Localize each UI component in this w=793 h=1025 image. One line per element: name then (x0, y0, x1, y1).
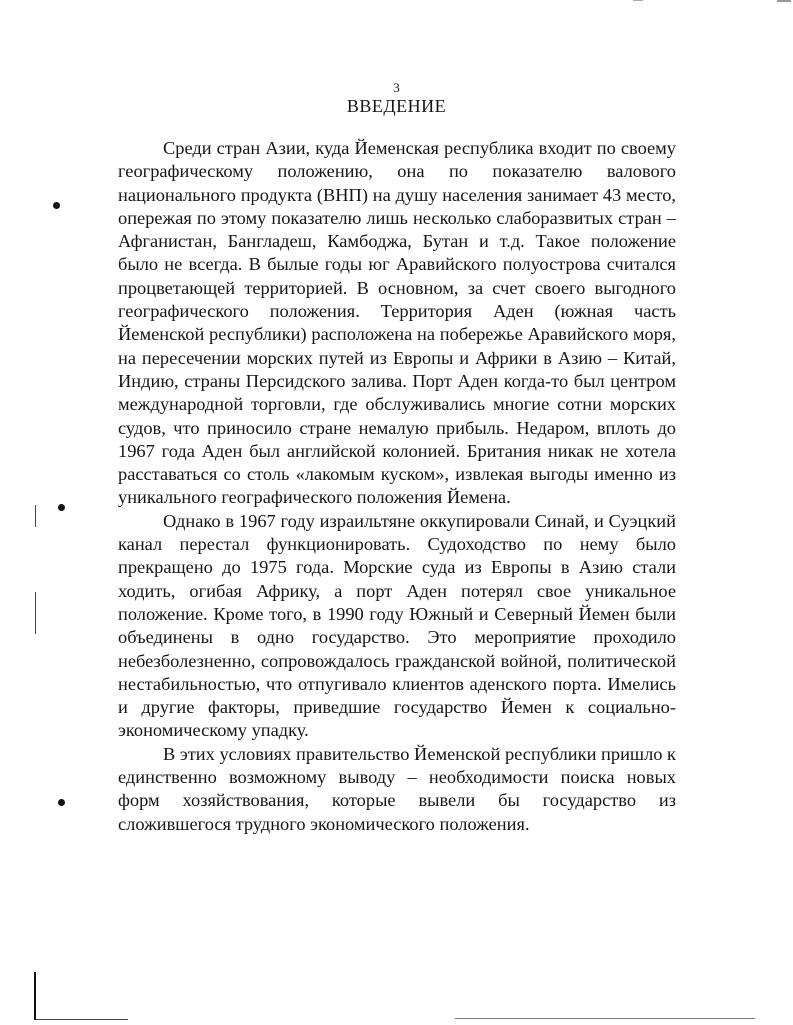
scan-artifact-line (35, 505, 36, 527)
hole-punch-mark (58, 504, 65, 511)
scan-artifact-line (35, 592, 36, 634)
scan-artifact-line (36, 1019, 128, 1020)
body-text (118, 137, 676, 836)
scan-artifact-line (34, 972, 36, 1020)
page-title: ВВЕДЕНИЕ (346, 96, 447, 116)
hole-punch-mark (53, 202, 60, 209)
paragraph-1: Среди стран Азии, куда Йеменская республика входит по своему географическому положению, она по показателю валового национального продукта (ВНП) на душу населения занимает 43 место, опережая по этому показателю лишь несколько слаборазвитых стран – Афганистан, Бангладеш, Камбоджа, Бутан и т.д. Такое положение было не всегда. В былые годы юг Аравийского полуострова считался процветающей территорией. В основном, за счет своего выгодного географического положения. Территория Аден (южная часть Йеменской республики) расположена на побережье Аравийского моря, на пересечении морских путей из Европы и Африки в Азию – Китай, Индию, страны Персидского залива. Порт Аден когда-то был центром международной торговли, где обслуживались многие сотни морских судов, что приносило стране немалую прибыль. Недаром, вплоть до 1967 года Аден был английской колонией. Британия никак не хотела расставаться со столь «лакомым куском», извлекая выгоды именно из уникального географического положения Йемена. (118, 138, 676, 508)
scan-artifact-line (455, 1018, 755, 1019)
hole-punch-mark (58, 799, 65, 806)
paragraph-3: В этих условиях правительство Йеменской республики пришло к единственно возможному выводу – необходимости поиска новых форм хозяйствования, которые вывели бы государство из сложившегося трудного экономического положения. (118, 743, 676, 834)
paragraph-2: Однако в 1967 году израильтяне оккупировали Синай, и Суэцкий канал перестал функционировать. Судоходство по нему было прекращено до 1975 года. Морские суда из Европы в Азию стали ходить, огибая Африку, а порт Аден потерял свое уникальное положение. Кроме того, в 1990 году Южный и Северный Йемен были объединены в одно государство. Это мероприятие проходило небезболезненно, сопровождалось гражданской войной, политической нестабильностью, что отпугивало клиентов аденского порта. Имелись и другие факторы, приведшие государство Йемен к социально-экономическому упадку. (118, 510, 676, 741)
scan-artifact-line (633, 0, 643, 1)
scan-artifact-line (777, 0, 791, 2)
page-number: 3 (393, 80, 400, 95)
